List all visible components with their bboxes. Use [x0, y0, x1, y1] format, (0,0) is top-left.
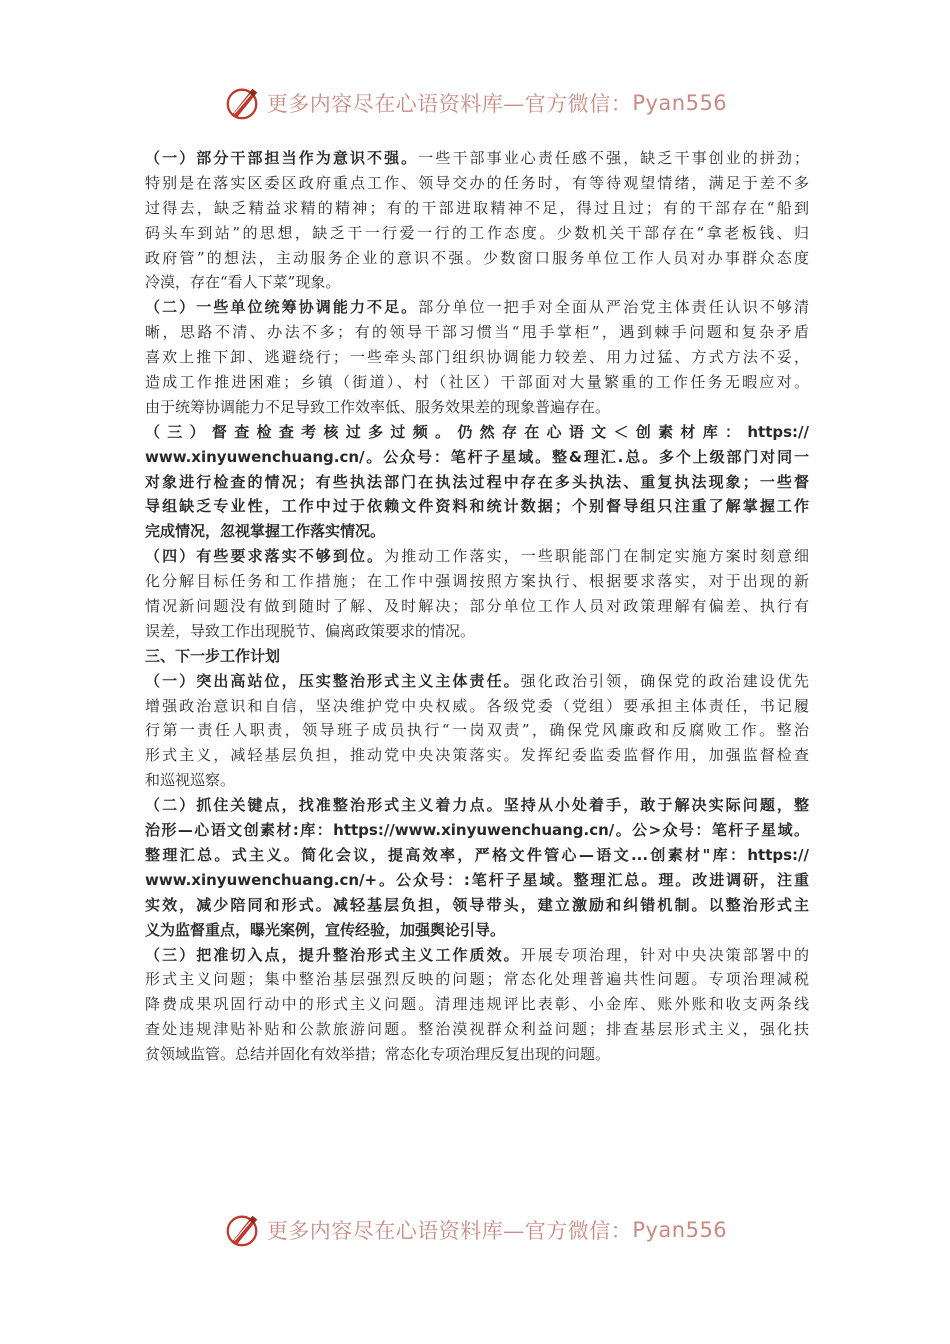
- bold-heading: 三、下一步工作计划: [145, 646, 281, 665]
- banner-text: 更多内容尽在心语资料库—官方微信：: [266, 1219, 633, 1243]
- text-line: [145, 569, 809, 594]
- body-text: 部分单位一把手对全面从严治党主体责任认识不够清: [418, 298, 809, 317]
- banner-wechat-id: Pyan556: [632, 91, 728, 115]
- body-text: 强化政治引领，确保党的政治建设优先: [520, 671, 809, 690]
- text-line: [145, 619, 809, 644]
- header-banner: [0, 81, 950, 125]
- body-text: 晰，思路不清、办法不多；有的领导干部习惯当“甩手掌柜”，遇到棘手问题和复杂矛盾: [145, 323, 809, 342]
- bold-heading: （一）突出高站位，压实整治形式主义主体责任。: [145, 671, 521, 690]
- text-line: [145, 793, 809, 818]
- body-text: 形式主义，减轻基层负担，推动党中央决策落实。发挥纪委监委监督作用，加强监督检查: [145, 746, 809, 765]
- body-text: 一些干部事业心责任感不强，缺乏干事创业的拼劲；: [418, 149, 809, 167]
- text-line: [145, 544, 809, 569]
- text-line: [145, 694, 809, 719]
- text-line: [145, 868, 809, 893]
- bold-inserted-text: 坚持从小处着手，敢于解决实际问题，整: [503, 796, 809, 815]
- text-line: [145, 445, 809, 470]
- bold-inserted-text: 仍然存在心语文＜创素材库：https://: [457, 422, 809, 441]
- text-line: [145, 470, 809, 495]
- body-text: 误差，导致工作出现脱节、偏离政策要求的情况。: [145, 621, 476, 640]
- text-line: [145, 494, 809, 519]
- text-line: [145, 943, 809, 968]
- body-text: 查处违规津贴补贴和公款旅游问题。整治漠视群众利益问题；排查基层形式主义，强化扶: [145, 1020, 809, 1039]
- bold-heading: （三）督查检查考核过多过频。: [145, 422, 458, 441]
- body-text: 造成工作推进困难；乡镇（街道）、村（社区）干部面对大量繁重的工作任务无暇应对。: [145, 373, 809, 392]
- body-text: 情况新问题没有做到随时了解、及时解决；部分单位工作人员对政策理解有偏差、执行有: [145, 597, 809, 616]
- body-text: 喜欢上推下卸、逃避绕行；一些牵头部门组织协调能力较差、用力过猛、方式方法不妥，: [145, 348, 809, 367]
- body-text: 过得去，缺乏精益求精的精神；有的干部进取精神不足，得过且过；有的干部存在“船到: [145, 198, 809, 217]
- body-text: 由于统筹协调能力不足导致工作效率低、服务效果差的现象普遍存在。: [145, 397, 611, 416]
- pen-nib-logo-icon: [223, 1211, 261, 1249]
- text-line: [145, 345, 809, 370]
- text-line: [145, 768, 809, 793]
- text-line: [145, 320, 809, 345]
- text-line: [145, 893, 809, 918]
- bold-inserted-text: 治形—心语文创素材:库：https://www.xinyuwenchuang.cn/。公>众号：笔杆子星域。: [145, 821, 809, 840]
- footer-banner: [0, 1208, 950, 1252]
- text-line: [145, 395, 809, 420]
- bold-inserted-text: 导组缺乏专业性，工作中过于依赖文件资料和统计数据；个别督导组只注重了解掌握工作: [145, 497, 809, 516]
- bold-inserted-text: 完成情况，忽视掌握工作落实情况。: [145, 522, 386, 541]
- text-line: [145, 295, 809, 320]
- body-text: 冷漠，存在“看人下菜”现象。: [145, 273, 341, 292]
- bold-inserted-text: 整理汇总。式主义。简化会议，提高效率，严格文件管心—语文...创素材"库：https://: [145, 845, 809, 864]
- text-line: [145, 221, 809, 246]
- text-line: [145, 644, 809, 669]
- text-line: [145, 420, 809, 445]
- bold-heading: （二）一些单位统筹协调能力不足。: [145, 298, 419, 317]
- body-text: 增强政治意识和自信，坚决维护党中央权威。各级党委（党组）要承担主体责任，书记履: [145, 696, 809, 715]
- bold-inserted-text: 实效，减少陪同和形式。减轻基层负担，领导带头，建立激励和纠错机制。以整治形式主: [145, 895, 809, 914]
- text-line: [145, 370, 809, 395]
- text-line: [145, 1042, 809, 1067]
- bold-inserted-text: 对象进行检查的情况；有些执法部门在执法过程中存在多头执法、重复执法现象；一些督: [145, 472, 809, 491]
- bold-heading: （三）把准切入点，提升整治形式主义工作质效。: [145, 945, 521, 964]
- banner-text: 更多内容尽在心语资料库—官方微信：: [266, 92, 633, 116]
- text-line: [145, 270, 809, 295]
- body-text: 政府管”的想法，主动服务企业的意识不强。少数窗口服务单位工作人员对办事群众态度: [145, 248, 809, 267]
- bold-heading: （一）部分干部担当作为意识不强。: [145, 149, 419, 167]
- text-line: [145, 1017, 809, 1042]
- body-text: 为推动工作落实，一些职能部门在制定实施方案时刻意细: [384, 547, 809, 566]
- document-body: [145, 146, 809, 1067]
- body-text: 行第一责任人职责，领导班子成员执行“一岗双责”，确保党风廉政和反腐败工作。整治: [145, 721, 809, 740]
- text-line: [145, 594, 809, 619]
- text-line: [145, 992, 809, 1017]
- body-text: 化分解目标任务和工作措施；在工作中强调按照方案执行、根据要求落实，对于出现的新: [145, 572, 809, 591]
- text-line: [145, 743, 809, 768]
- body-text: 码头车到站”的思想，缺乏干一行爱一行的工作态度。少数机关干部存在“拿老板钱、归: [145, 223, 809, 242]
- body-text: 开展专项治理，针对中央决策部署中的: [520, 945, 809, 964]
- text-line: [145, 818, 809, 843]
- text-line: [145, 843, 809, 868]
- bold-inserted-text: www.xinyuwenchuang.cn/。公众号：笔杆子星域。整&理汇.总。多个上级部门对同一: [145, 447, 809, 466]
- text-line: [145, 967, 809, 992]
- body-text: 贫领域监管。总结并固化有效举措；常态化专项治理反复出现的问题。: [145, 1045, 611, 1064]
- bold-heading: （二）抓住关键点，找准整治形式主义着力点。: [145, 796, 504, 815]
- bold-heading: （四）有些要求落实不够到位。: [145, 547, 385, 566]
- body-text: 和巡视巡察。: [145, 771, 236, 790]
- body-text: 特别是在落实区委区政府重点工作、领导交办的任务时，有等待观望情绪，满足于差不多: [145, 173, 809, 192]
- text-line: [145, 196, 809, 221]
- text-line: [145, 171, 809, 196]
- pen-nib-logo-icon: [223, 84, 261, 122]
- banner-wechat-id: Pyan556: [632, 1218, 728, 1242]
- text-line: [145, 718, 809, 743]
- text-line: [145, 146, 809, 171]
- text-line: [145, 246, 809, 271]
- bold-inserted-text: 义为监督重点，曝光案例，宣传经验，加强舆论引导。: [145, 920, 506, 939]
- text-line: [145, 669, 809, 694]
- body-text: 降费成果巩固行动中的形式主义问题。清理违规评比表彰、小金库、账外账和收支两条线: [145, 995, 809, 1014]
- text-line: [145, 519, 809, 544]
- bold-inserted-text: www.xinyuwenchuang.cn/+。公众号：:笔杆子星域。整理汇总。理。改进调研，注重: [145, 870, 809, 889]
- text-line: [145, 918, 809, 943]
- body-text: 形式主义问题；集中整治基层强烈反映的问题；常态化处理普遍共性问题。专项治理减税: [145, 970, 809, 989]
